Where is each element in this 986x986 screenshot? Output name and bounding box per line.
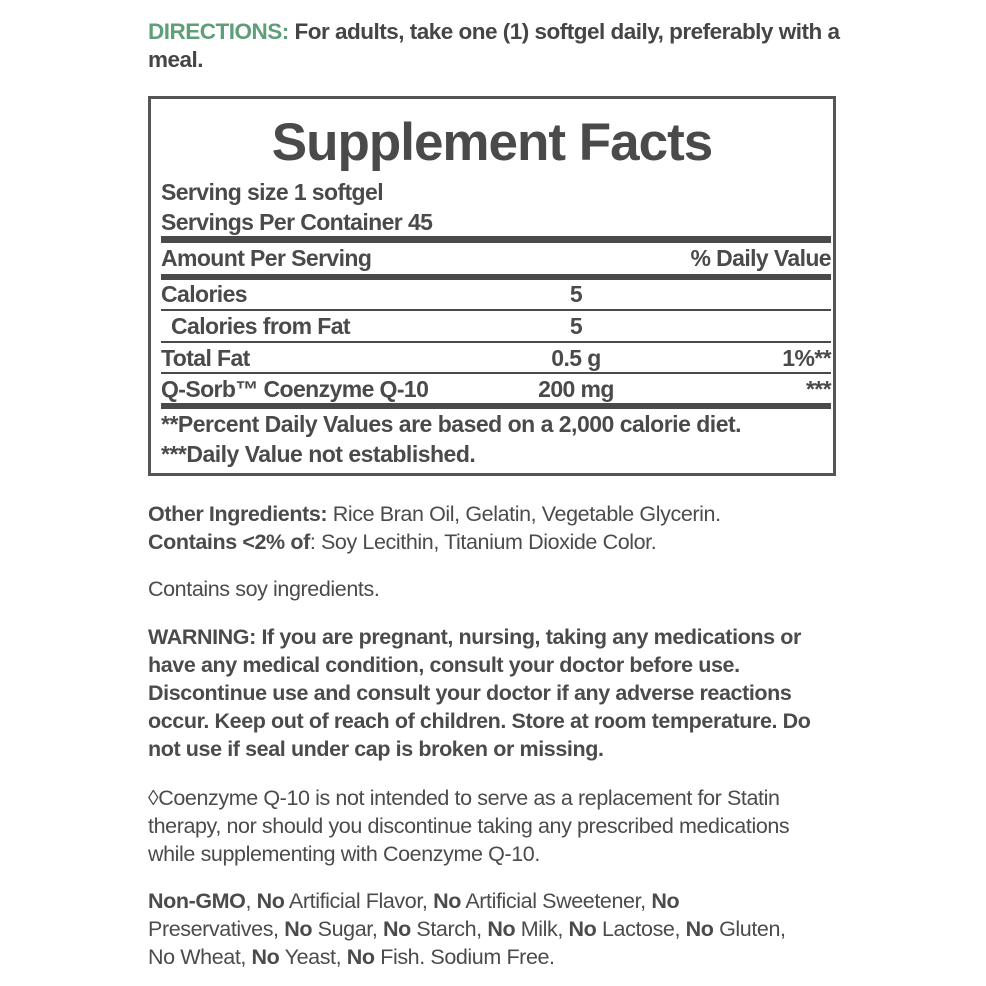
nutrient-name: Total Fat [161, 345, 250, 371]
free-from-text: Lactose, [596, 917, 686, 941]
table-row [161, 279, 831, 309]
servings-per-container: Servings Per Container 45 [161, 209, 433, 235]
table-row [161, 343, 831, 373]
footnote-not-established: ***Daily Value not established. [161, 441, 476, 467]
free-from-bold: No [256, 889, 285, 913]
free-from-bold: No [651, 889, 680, 913]
serving-size: Serving size 1 softgel [161, 179, 383, 205]
free-from-text: Artificial Flavor, [284, 889, 434, 913]
directions-text [148, 18, 840, 74]
free-from-bold: No [685, 917, 714, 941]
free-from-text: Milk, [515, 917, 569, 941]
nutrient-name: Q-Sorb™ Coenzyme Q-10 [161, 376, 429, 402]
free-from-bold: No [433, 889, 461, 913]
warning-section [148, 623, 848, 763]
free-from-bold: No [346, 945, 375, 969]
free-from-text: Sugar, [312, 917, 383, 941]
other-ingredients-label: Other Ingredients: [148, 502, 328, 526]
free-from-text: Gluten, No Wheat, [148, 917, 786, 969]
table-row [161, 311, 831, 341]
contains-text: : Soy Lecithin, Titanium Dioxide Color. [309, 530, 657, 554]
warning-text: If you are pregnant, nursing, taking any medications or have any medical condition, consult your doctor before use. Discontinue use and consult your doctor if any adverse reactions occur. Keep out of reach of children. Store at room temperature. Do not use if seal under cap is broken or missing. [148, 625, 811, 761]
free-from-bold: No [568, 917, 597, 941]
amount-per-serving-label: Amount Per Serving [161, 245, 372, 271]
table-row [161, 374, 831, 404]
directions-label: DIRECTIONS: [148, 19, 289, 44]
allergen-statement: Contains soy ingredients. [148, 577, 380, 601]
free-from-text: Fish. Sodium Free. [374, 945, 555, 969]
free-from-text: Yeast, [279, 945, 347, 969]
nutrient-dv: *** [805, 376, 831, 402]
free-from-text: Starch, [410, 917, 488, 941]
table-header-row [161, 243, 831, 273]
free-from-text: Artificial Sweetener, [460, 889, 652, 913]
nutrient-amount: 0.5 g [551, 345, 601, 371]
facts-title: Supplement Facts [271, 113, 713, 172]
divider-thick [161, 236, 831, 243]
free-from-text: , [245, 889, 257, 913]
nutrient-amount: 200 mg [538, 376, 614, 402]
nutrient-name: Calories [161, 281, 247, 307]
footnote-dv: **Percent Daily Values are based on a 2,000 calorie diet. [161, 411, 742, 437]
nutrient-dv: 1%** [782, 345, 831, 371]
serving-info [161, 177, 432, 237]
free-from-bold: No [251, 945, 280, 969]
other-ingredients-text: Rice Bran Oil, Gelatin, Vegetable Glycerin. [327, 502, 721, 526]
daily-value-label: % Daily Value [690, 245, 831, 271]
nutrient-amount: 5 [569, 281, 583, 307]
free-from-list [148, 887, 788, 971]
free-from-bold: No [382, 917, 411, 941]
statin-disclaimer: ◊Coenzyme Q-10 is not intended to serve as a replacement for Statin therapy, nor should you discontinue taking any prescribed medications while supplementing with Coenzyme Q-10. [148, 786, 790, 866]
free-from-text: Preservatives, [148, 917, 285, 941]
free-from-bold: No [487, 917, 516, 941]
nutrient-name: Calories from Fat [171, 313, 350, 339]
other-ingredients [148, 500, 848, 556]
contains-label: Contains <2% of [148, 530, 310, 554]
directions-body: For adults, take one (1) softgel daily, preferably with a meal. [148, 19, 840, 72]
free-from-bold: Non-GMO [148, 889, 246, 913]
supplement-facts-panel [148, 96, 836, 476]
free-from-bold: No [284, 917, 313, 941]
warning-label: WARNING: [148, 625, 256, 649]
directions-section [148, 18, 840, 74]
nutrient-amount: 5 [569, 313, 583, 339]
